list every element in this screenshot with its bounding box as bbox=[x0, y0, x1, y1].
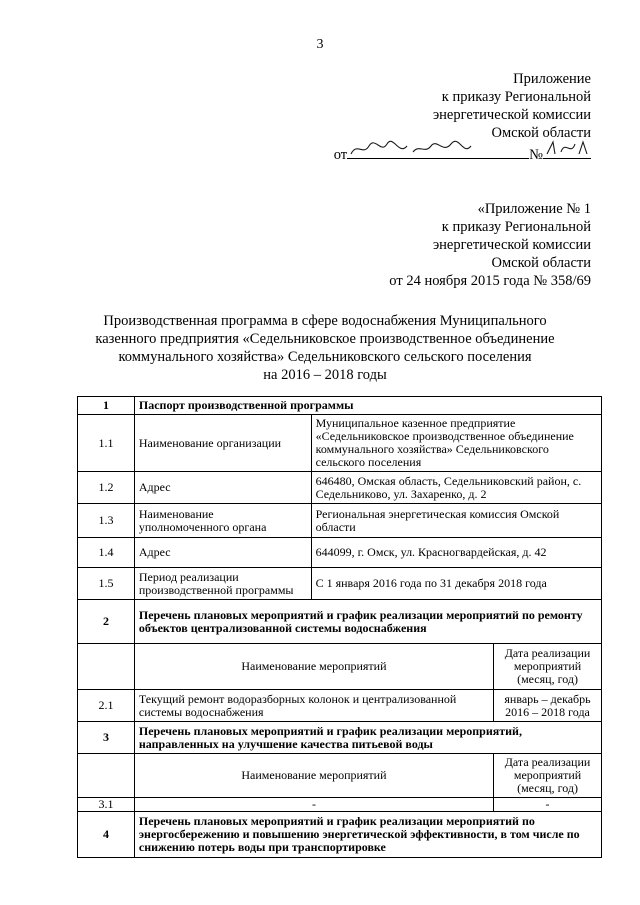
measure-date: январь – декабрь 2016 – 2018 года bbox=[494, 690, 602, 722]
page-number: 3 bbox=[316, 37, 324, 52]
number-label: № bbox=[529, 147, 543, 163]
annex-line: «Приложение № 1 bbox=[477, 201, 591, 217]
table-row bbox=[78, 798, 602, 812]
row-label: Период реализации производственной программы bbox=[134, 568, 311, 600]
row-value: С 1 января 2016 года по 31 декабря 2018 года bbox=[311, 568, 601, 600]
header-line: Омской области bbox=[491, 125, 591, 141]
header-line: энергетической комиссии bbox=[432, 107, 591, 123]
row-number: 3.1 bbox=[78, 798, 135, 812]
section-title: Перечень плановых мероприятий и график реализации мероприятий по энергосбережению и повышению энергетической эффективности, в том числе по снижению потерь воды при транспортировке bbox=[134, 812, 601, 858]
table-row bbox=[78, 568, 602, 600]
row-number: 1.4 bbox=[78, 538, 135, 568]
row-value: 646480, Омская область, Седельниковский район, с. Седельниково, ул. Захаренко, д. 2 bbox=[311, 472, 601, 504]
header-line: к приказу Региональной bbox=[441, 89, 591, 105]
section-title: Перечень плановых мероприятий и график реализации мероприятий, направленных на улучшение качества питьевой воды bbox=[134, 722, 601, 754]
program-table bbox=[77, 396, 602, 858]
title-line: Производственная программа в сфере водоснабжения Муниципального bbox=[103, 313, 547, 329]
measure-name: - bbox=[134, 798, 493, 812]
title-line: казенного предприятия «Седельниковское производственное объединение bbox=[95, 331, 555, 347]
section-number: 3 bbox=[78, 722, 135, 754]
row-number: 1.2 bbox=[78, 472, 135, 504]
row-label: Адрес bbox=[134, 538, 311, 568]
handwritten-number bbox=[543, 144, 591, 159]
signature-line bbox=[334, 144, 591, 164]
row-value: 644099, г. Омск, ул. Красногвардейская, д. 42 bbox=[311, 538, 601, 568]
row-number: 1.5 bbox=[78, 568, 135, 600]
empty-cell bbox=[78, 644, 135, 690]
table-row bbox=[78, 415, 602, 472]
row-number: 1.3 bbox=[78, 504, 135, 538]
annex-line: к приказу Региональной bbox=[441, 219, 591, 235]
section-row bbox=[78, 722, 602, 754]
row-number: 2.1 bbox=[78, 690, 135, 722]
title-line: коммунального хозяйства» Седельниковского сельского поселения bbox=[118, 349, 532, 365]
column-header-row bbox=[78, 754, 602, 798]
handwritten-date bbox=[347, 144, 529, 159]
column-header-date: Дата реализации мероприятий (месяц, год) bbox=[494, 754, 602, 798]
section-title: Перечень плановых мероприятий и график реализации мероприятий по ремонту объектов централизованной системы водоснабжения bbox=[134, 600, 601, 644]
row-number: 1.1 bbox=[78, 415, 135, 472]
table-row bbox=[78, 504, 602, 538]
column-header-name: Наименование мероприятий bbox=[134, 754, 493, 798]
section-title: Паспорт производственной программы bbox=[134, 397, 601, 415]
title-line: на 2016 – 2018 годы bbox=[263, 367, 387, 383]
measure-name: Текущий ремонт водоразборных колонок и централизованной системы водоснабжения bbox=[134, 690, 493, 722]
column-header-date: Дата реализации мероприятий (месяц, год) bbox=[494, 644, 602, 690]
header-line: Приложение bbox=[513, 71, 591, 87]
annex-line: Омской области bbox=[491, 255, 591, 271]
section-row bbox=[78, 812, 602, 858]
section-row bbox=[78, 397, 602, 415]
document-title bbox=[80, 312, 570, 384]
empty-cell bbox=[78, 754, 135, 798]
measure-date: - bbox=[494, 798, 602, 812]
row-label: Наименование организации bbox=[134, 415, 311, 472]
row-value: Региональная энергетическая комиссия Омской области bbox=[311, 504, 601, 538]
section-number: 1 bbox=[78, 397, 135, 415]
row-value: Муниципальное казенное предприятие «Седельниковское производственное объединение коммунального хозяйства» Седельниковского сельского поселения bbox=[311, 415, 601, 472]
table-row bbox=[78, 538, 602, 568]
section-number: 4 bbox=[78, 812, 135, 858]
annex-line: от 24 ноября 2015 года № 358/69 bbox=[389, 273, 591, 289]
annex-line: энергетической комиссии bbox=[432, 237, 591, 253]
section-number: 2 bbox=[78, 600, 135, 644]
column-header-row bbox=[78, 644, 602, 690]
date-prefix: от bbox=[333, 147, 348, 163]
row-label: Адрес bbox=[134, 472, 311, 504]
row-label: Наименование уполномоченного органа bbox=[134, 504, 311, 538]
annex-header bbox=[389, 200, 591, 290]
table-row bbox=[78, 472, 602, 504]
approval-header bbox=[334, 70, 591, 164]
section-row bbox=[78, 600, 602, 644]
column-header-name: Наименование мероприятий bbox=[134, 644, 493, 690]
table-row bbox=[78, 690, 602, 722]
